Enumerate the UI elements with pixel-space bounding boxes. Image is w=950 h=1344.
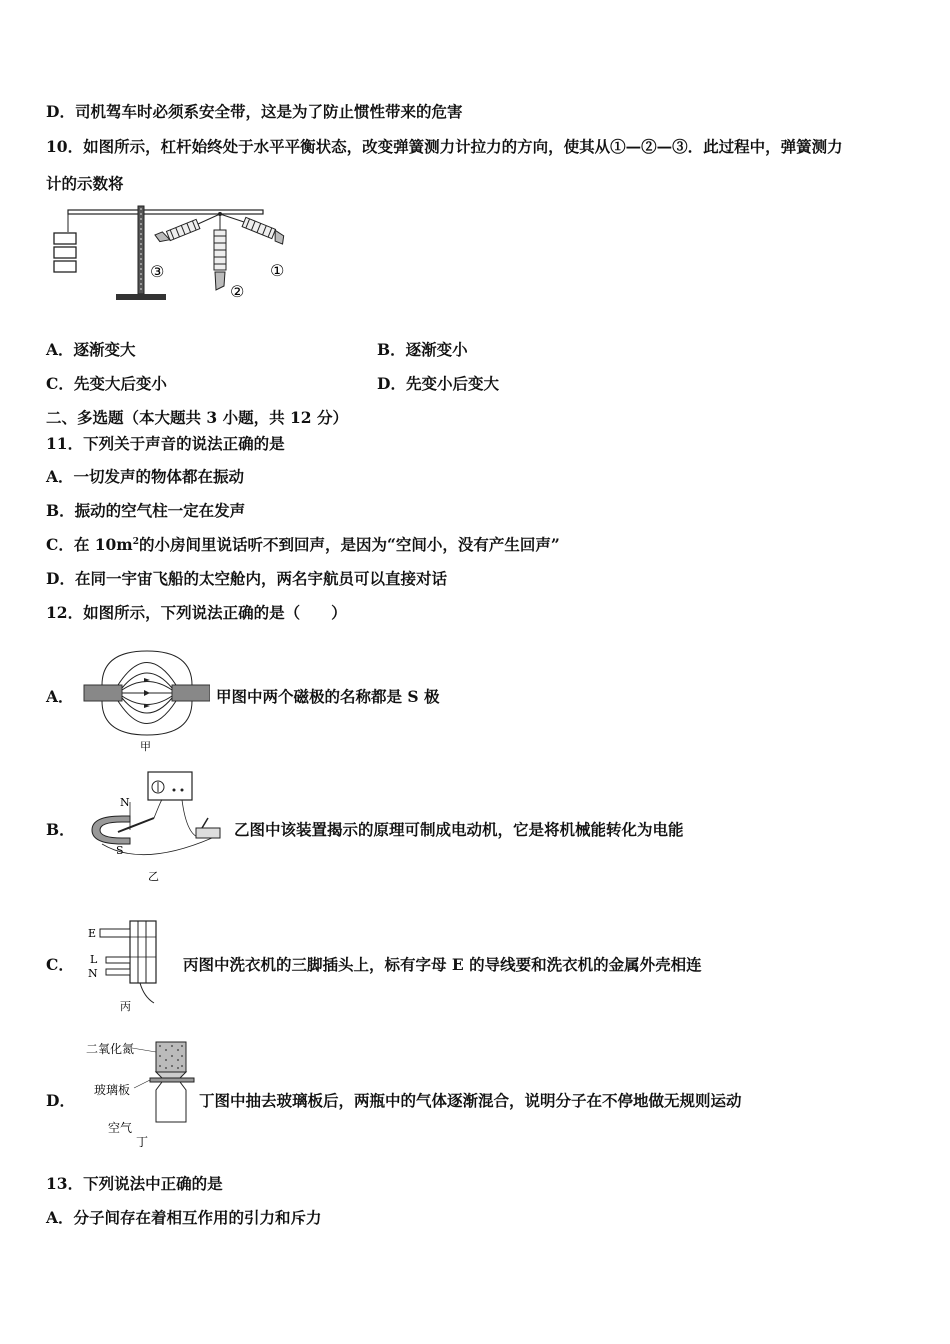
q11-option-c-pre: C．在 10m (46, 535, 133, 554)
caption-bing: 丙 (120, 1000, 131, 1013)
motor-generator-figure (82, 768, 232, 886)
q10-option-b: B．逐渐变小 (377, 340, 468, 359)
pin-n-label: N (88, 967, 98, 980)
label-air: 空气 (108, 1121, 133, 1135)
label-position-3: ③ (150, 262, 165, 281)
q10-option-a: A．逐渐变大 (46, 340, 136, 359)
q13-stem: 13．下列说法中正确的是 (46, 1174, 223, 1193)
q10-option-d: D．先变小后变大 (377, 374, 499, 393)
q10-option-c: C．先变大后变小 (46, 374, 167, 393)
label-glass-plate: 玻璃板 (94, 1083, 131, 1097)
q12-option-c-text: 丙图中洗衣机的三脚插头上，标有字母 E 的导线要和洗衣机的金属外壳相连 (183, 955, 702, 974)
q12-option-c-letter: C． (46, 955, 74, 974)
q11-option-d: D．在同一宇宙飞船的太空舱内，两名宇航员可以直接对话 (46, 569, 447, 588)
section-title: 二、多选题（本大题共 3 小题，共 12 分） (46, 408, 348, 427)
q11-option-c-post: 的小房间里说话听不到回声，是因为“空间小，没有产生回声” (138, 535, 560, 554)
q12-option-b-letter: B． (46, 820, 75, 839)
q10-stem-line1: 10．如图所示，杠杆始终处于水平平衡状态，改变弹簧测力计拉力的方向，使其从①—②—③．此过程中，弹簧测力 (46, 137, 843, 156)
q12-option-d-text: 丁图中抽去玻璃板后，两瓶中的气体逐渐混合，说明分子在不停地做无规则运动 (199, 1091, 742, 1110)
label-position-2: ② (230, 282, 245, 301)
label-position-1: ① (270, 261, 285, 280)
caption-yi: 乙 (148, 870, 159, 883)
label-no2: 二氧化氮 (86, 1042, 135, 1056)
pin-e-label: E (88, 927, 97, 940)
q12-stem: 12．如图所示，下列说法正确的是（ ） (46, 603, 347, 622)
pole-s-label: S (116, 844, 124, 857)
pin-l-label: L (90, 953, 98, 966)
q11-option-b: B．振动的空气柱一定在发声 (46, 501, 246, 520)
q12-option-a-letter: A． (46, 687, 74, 706)
q12-option-a-text: 甲图中两个磁极的名称都是 S 极 (216, 687, 440, 706)
q13-option-a: A．分子间存在着相互作用的引力和斥力 (46, 1208, 322, 1227)
q11-option-a: A．一切发声的物体都在振动 (46, 467, 245, 486)
q11-option-c (46, 535, 560, 555)
pole-n-label: N (120, 796, 130, 809)
q11-stem: 11．下列关于声音的说法正确的是 (46, 434, 285, 453)
q10-stem-line2: 计的示数将 (46, 174, 124, 193)
q12-option-b-text: 乙图中该装置揭示的原理可制成电动机，它是将机械能转化为电能 (234, 820, 684, 839)
three-pin-plug-figure (84, 917, 176, 1015)
caption-ding: 丁 (136, 1135, 149, 1149)
q12-option-d-letter: D． (46, 1091, 75, 1110)
magnet-field-figure (82, 648, 210, 753)
q11-option-c-sup: 2 (132, 536, 139, 547)
lever-figure (48, 200, 308, 305)
caption-jia: 甲 (140, 740, 151, 753)
q9-option-d: D．司机驾车时必须系安全带，这是为了防止惯性带来的危害 (46, 102, 463, 121)
gas-diffusion-figure (84, 1038, 196, 1150)
